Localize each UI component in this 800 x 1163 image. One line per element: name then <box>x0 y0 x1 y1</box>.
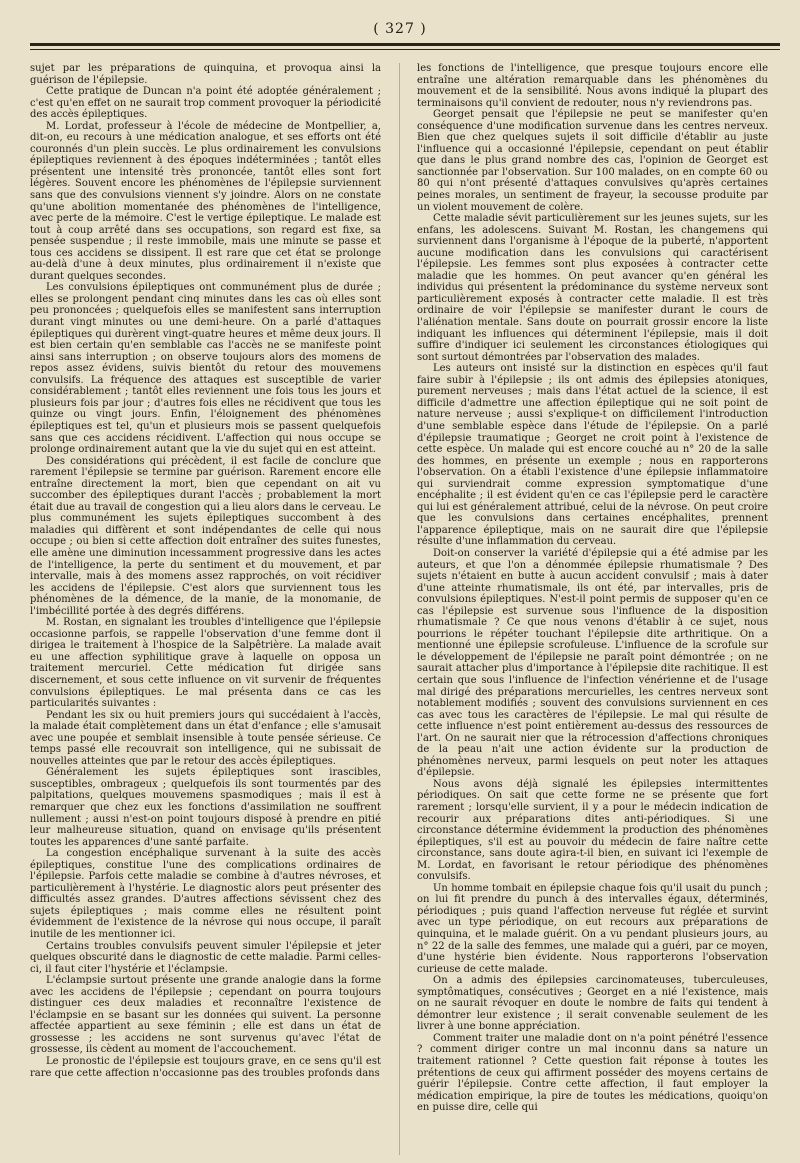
paragraph: L'éclampsie surtout présente une grande analogie dans la forme avec les accidens de l'épilepsie ; cependant on pourra toujours distinguer ces deux maladies et reconnaître l'existence de l'éclampsie en se basant sur les données qui suivent. La personne affectée appartient au sexe féminin ; elle est dans un état de grossesse ; les accidens ne sont survenus qu'avec l'état de grossesse, ils cèdent au moment de l'accouchement. <box>30 975 381 1056</box>
paragraph: Comment traiter une maladie dont on n'a point pénétré l'essence ? comment diriger contre un mal inconnu dans sa nature un traitement rationnel ? Cette question fait réponse à toutes les prétentions de ceux qui affirment posséder des moyens certains de guérir l'épilepsie. Contre cette affection, il faut employer la médication empirique, la pire de toutes les médications, quoiqu'on en puisse dire, celle qui <box>417 1032 768 1114</box>
paragraph: M. Lordat, professeur à l'école de médecine de Montpellier, a, dit-on, eu recours à une médication analogue, et ses efforts ont été couronnés d'un plein succès. Le plus ordinairement les convulsions épileptiques reviennent à des époques indéterminées ; tantôt elles présentent une intensité très prononcée, tantôt elles sont fort légères. Souvent encore les phénomènes de l'épilepsie surviennent sans que des convulsions viennent s'y joindre. Alors on ne constate qu'une abolition momentanée des phénomènes de l'intelligence, avec perte de la mémoire. C'est le vertige épileptique. Le malade est tout à coup arrêté dans ses occupations, son regard est fixe, sa pensée suspendue ; il reste immobile, mais une minute se passe et tous ces accidens se dissipent. Il est rare que cet état se prolonge au-delà d'une à deux minutes, plus ordinairement il n'existe que durant quelques secondes. <box>30 120 381 282</box>
paragraph: sujet par les préparations de quinquina, et provoqua ainsi la guérison de l'épilepsie. <box>30 63 381 86</box>
paragraph: Un homme tombait en épilepsie chaque fois qu'il usait du punch ; on lui fit prendre du punch à des intervalles égaux, déterminés, périodiques ; puis quand l'affection nerveuse fut réglée et survint avec un type périodique, on eut recours aux préparations de quinquina, et le malade guérit. On a vu pendant plusieurs jours, au n° 22 de la salle des femmes, une malade qui a guéri, par ce moyen, d'une hystérie bien évidente. Nous rapporterons l'observation curieuse de cette malade. <box>417 882 768 975</box>
right-column <box>417 63 768 1155</box>
header-rule-thick <box>30 43 780 46</box>
paragraph: M. Rostan, en signalant les troubles d'intelligence que l'épilepsie occasionne parfois, se rappelle l'observation d'une femme dont il dirigea le traitement à l'hospice de la Salpêtrière. La malade avait eu une affection syphilitique grave à laquelle on opposa un traitement mercuriel. Cette médication fut dirigée sans discernement, et sous cette influence on vit survenir de fréquentes convulsions épileptiques. Le mal présenta dans ce cas les particularités suivantes : <box>30 617 381 710</box>
paragraph: les fonctions de l'intelligence, que presque toujours encore elle entraîne une altération remarquable dans les phénomènes du mouvement et de la sensibilité. Nous avons indiqué la plupart des terminaisons qu'il convient de redouter, nous n'y reviendrons pas. <box>417 63 768 109</box>
paragraph: On a admis des épilepsies carcinomateuses, tuberculeuses, symptômatiques, consécutives ; Georget en a nié l'existence, mais on ne saurait révoquer en doute le nombre de faits qui tendent à démontrer leur existence ; il serait convenable seulement de les livrer à une bonne appréciation. <box>417 975 768 1033</box>
left-column <box>30 63 381 1155</box>
header-rule-thin <box>30 49 780 50</box>
paragraph: Cette maladie sévit particulièrement sur les jeunes sujets, sur les enfans, les adolescens. Suivant M. Rostan, les changemens qui surviennent dans l'organisme à l'époque de la puberté, n'apportent aucune modification dans les convulsions qui caractérisent l'épilepsie. Les femmes sont plus exposées à contracter cette maladie que les hommes. On peut avancer qu'en général les individus qui présentent la prédominance du système nerveux sont particulièrement exposés à contracter cette maladie. Il est très ordinaire de voir l'épilepsie se manifester durant le cours de l'aliénation mentale. Sans doute on pourrait grossir encore la liste indiquant les influences qui déterminent l'épilepsie, mais il doit suffire d'indiquer ici seulement les circonstances étiologiques qui sont surtout démontrées par l'observation des malades. <box>417 213 768 363</box>
paragraph: Les convulsions épileptiques ont communément plus de durée ; elles se prolongent pendant cinq minutes dans les cas où elles sont peu prononcées ; quelquefois elles se manifestent sans interruption durant vingt minutes ou une demi-heure. On a parlé d'attaques épileptiques qui durèrent vingt-quatre heures et même deux jours. Il est bien certain qu'en semblable cas l'accès ne se manifeste point ainsi sans interruption ; on observe toujours alors des momens de repos assez évidens, suivis bientôt du retour des mouvemens convulsifs. La fréquence des attaques est susceptible de varier considérablement ; tantôt elles reviennent une fois tous les jours et plusieurs fois par jour ; d'autres fois elles ne récidivent que tous les quinze ou vingt jours. Enfin, l'éloignement des phénomènes épileptiques est tel, qu'un et plusieurs mois se passent quelquefois sans que ces accidens récidivent. L'affection qui nous occupe se prolonge ordinairement autant que la vie du sujet qui en est atteint. <box>30 282 381 456</box>
paragraph: Les auteurs ont insisté sur la distinction en espèces qu'il faut faire subir à l'épilepsie ; ils ont admis des épilepsies atoniques, purement nerveuses ; mais dans l'état actuel de la science, il est difficile d'admettre une affection épileptique qui ne soit point de nature nerveuse ; aussi s'explique-t on difficilement l'introduction d'une semblable espèce dans l'étude de l'épilepsie. On a parlé d'épilepsie traumatique ; Georget ne croit point à l'existence de cette espèce. Un malade qui est encore couché au n° 20 de la salle des hommes, en présente un exemple ; nous en rapporterons l'observation. On a établi l'existence d'une épilepsie inflammatoire qui surviendrait comme expression symptomatique d'une encéphalite ; il est évident qu'en ce cas l'épilepsie perd le caractère qui lui est généralement attribué, celui de la névrose. On peut croire que les convulsions dans certaines encéphalites, prennent l'apparence épileptique, mais on ne saurait dire que l'épilepsie résulte d'une inflammation du cerveau. <box>417 363 768 548</box>
column-separator <box>399 63 400 1155</box>
paragraph: Cette pratique de Duncan n'a point été adoptée généralement ; c'est qu'en effet on ne saurait trop comment provoquer la périodicité des accès épileptiques. <box>30 86 381 121</box>
paragraph: Généralement les sujets épileptiques sont irascibles, susceptibles, ombrageux ; quelquefois ils sont tourmentés par des palpitations, quelques mouvemens spasmodiques ; mais il est à remarquer que chez eux les fonctions d'assimilation ne souffrent nullement ; aussi n'est-on point toujours disposé à prendre en pitié leur malheureuse situation, quand on envisage qu'ils présentent toutes les apparences d'une santé parfaite. <box>30 767 381 848</box>
paragraph: Des considérations qui précèdent, il est facile de conclure que rarement l'épilepsie se termine par guérison. Rarement encore elle entraîne directement la mort, bien que cependant on ait vu succomber des épileptiques durant l'accès ; probablement la mort était due au travail de congestion qui a lieu alors dans le cerveau. Le plus communément les sujets épileptiques succombent à des maladies qui diffèrent et sont indépendantes de celle qui nous occupe ; ou bien si cette affection doit entraîner des suites funestes, elle amène une diminution incessamment progressive dans les actes de l'intelligence, la perte du sentiment et du mouvement, et par intervalle, mais à des momens assez rapprochés, on voit récidiver les accidens de l'épilepsie. C'est alors que surviennent tous les phénomènes de la démence, de la manie, de la monomanie, de l'imbécillité portée à des degrés différens. <box>30 455 381 617</box>
paragraph: Georget pensait que l'épilepsie ne peut se manifester qu'en conséquence d'une modification survenue dans les centres nerveux. Bien que chez quelques sujets il soit difficile d'établir au juste l'influence qui a occasionné l'épilepsie, cependant on peut établir que dans le plus grand nombre des cas, l'opinion de Georget est sanctionnée par l'observation. Sur 100 malades, on en compte 60 ou 80 qui n'ont présenté d'attaques convulsives qu'après certaines peines morales, un sentiment de frayeur, la secousse produite par un violent mouvement de colère. <box>417 109 768 213</box>
paragraph: Le pronostic de l'épilepsie est toujours grave, en ce sens qu'il est rare que cette affection n'occasionne pas des troubles profonds dans <box>30 1056 381 1079</box>
paragraph: Doit-on conserver la variété d'épilepsie qui a été admise par les auteurs, et que l'on a dénommée épilepsie rhumatismale ? Des sujets n'étaient en butte à aucun accident convulsif ; mais à dater d'une atteinte rhumatismale, ils ont été, par intervalles, pris de convulsions épileptiques. N'est-il point permis de supposer qu'en ce cas l'épilepsie est survenue sous l'influence de la disposition rhumatismale ? Ce que nous venons d'établir à ce sujet, nous pourrions le répéter touchant l'épilepsie dite arthritique. On a mentionné une épilepsie scrofuleuse. L'influence de la scrofule sur le développement de l'épilepsie ne paraît point démontrée ; on ne saurait attacher plus d'importance à l'épilepsie dite rachitique. Il est certain que sous l'influence de l'infection vénérienne et de l'usage mal dirigé des préparations mercurielles, les centres nerveux sont notablement modifiés ; souvent des convulsions surviennent en ces cas avec tous les caractères de l'épilepsie. Le mal qui résulte de cette influence n'est point entièrement au-dessus des ressources de l'art. On ne saurait nier que la rétrocession d'affections chroniques de la peau n'ait une action évidente sur la production de phénomènes nerveux, parmi lesquels on peut noter les attaques d'épilepsie. <box>417 547 768 779</box>
paragraph: Certains troubles convulsifs peuvent simuler l'épilepsie et jeter quelques obscurité dans le diagnostic de cette maladie. Parmi celles-ci, il faut citer l'hystérie et l'éclampsie. <box>30 940 381 975</box>
paragraph: Nous avons déjà signalé les épilepsies intermittentes périodiques. On sait que cette forme ne se présente que fort rarement ; lorsqu'elle survient, il y a pour le médecin indication de recourir aux préparations dites anti-périodiques. Si une circonstance détermine évidemment la production des phénomènes épileptiques, s'il est au pouvoir du médecin de faire naître cette circonstance, sans doute agira-t-il bien, en suivant ici l'exemple de M. Lordat, en favorisant le retour périodique des phénomènes convulsifs. <box>417 778 768 883</box>
paragraph: La congestion encéphalique survenant à la suite des accès épileptiques, constitue l'une des complications ordinaires de l'épilepsie. Parfois cette maladie se combine à d'autres névroses, et particulièrement à l'hystérie. Le diagnostic alors peut présenter des difficultés assez grandes. D'autres affections sévissent chez des sujets épileptiques ; mais comme elles ne résultent point évidemment de l'existence de la névrose qui nous occupe, il paraît inutile de les mentionner ici. <box>30 848 381 941</box>
page-number: ( 327 ) <box>373 21 427 37</box>
paragraph: Pendant les six ou huit premiers jours qui succédaient à l'accès, la malade était complètement dans un état d'enfance ; elle s'amusait avec une poupée et semblait insensible à toute pensée sérieuse. Ce temps passé elle recouvrait son intelligence, qui ne subissait de nouvelles atteintes que par le retour des accès épileptiques. <box>30 709 381 767</box>
